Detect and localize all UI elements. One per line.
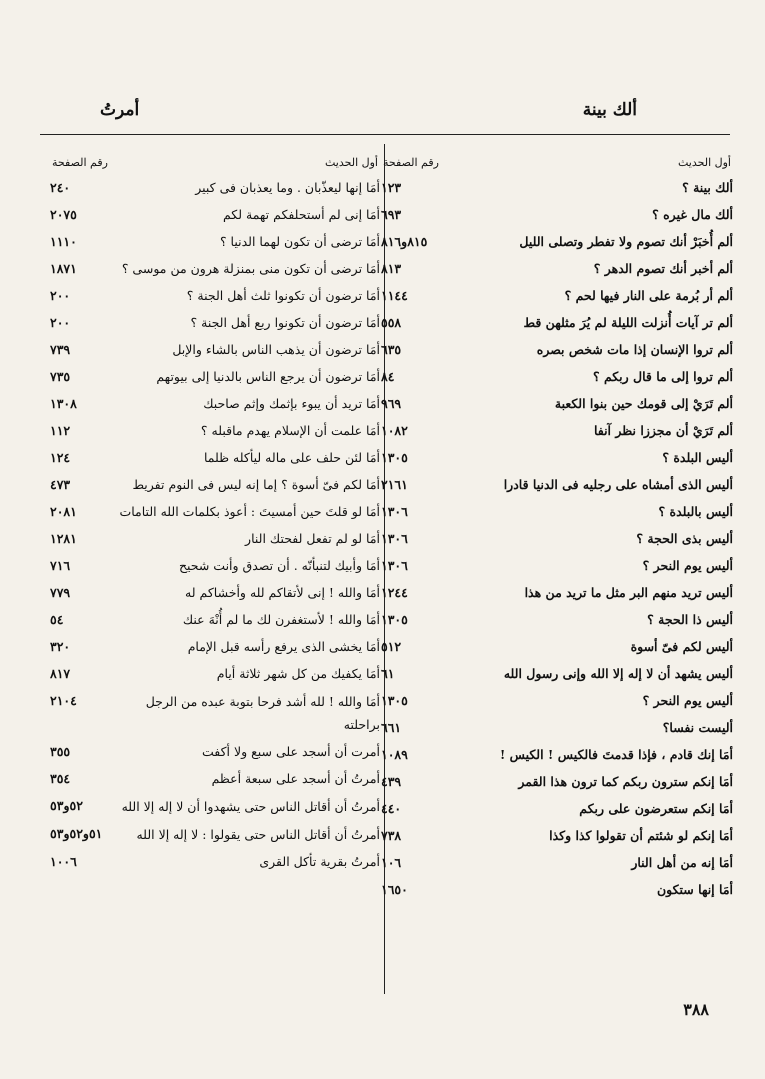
entry-text: ألم أر بُرمة على النار فيها لحم ؟ xyxy=(564,288,733,303)
entry-text: أمَا يخشى الذى يرفع رأسه قبل الإمام xyxy=(187,639,380,654)
index-entry xyxy=(50,792,380,820)
index-entry xyxy=(381,525,733,552)
entry-page: ٥٤ xyxy=(50,612,64,627)
index-entry xyxy=(381,741,733,768)
entry-text: ألم أُخبَرْ أنك تصوم ولا تفطر وتصلى الليل xyxy=(519,234,733,249)
entry-text: أمرتُ بقرية تأكل القرى xyxy=(259,854,380,869)
index-entry xyxy=(50,417,380,444)
entry-page: ٧٣٩ xyxy=(50,342,71,357)
index-entry xyxy=(381,687,733,714)
entry-text: أمرت أن أسجد على سبع ولا أكفت xyxy=(201,744,380,759)
index-entry xyxy=(50,660,380,687)
index-entry xyxy=(50,201,380,228)
column-header xyxy=(381,150,733,174)
index-entry xyxy=(50,687,380,738)
index-entry xyxy=(50,606,380,633)
running-header-left: أمرتُ xyxy=(100,100,140,120)
entry-text: أليس تريد منهم البر مثل ما تريد من هذا xyxy=(524,585,733,600)
entry-text: أمَا إنها ليعذّبان . وما يعذبان فى كبير xyxy=(195,180,380,195)
entry-page: ٢٠٠ xyxy=(50,288,71,303)
index-entry xyxy=(381,471,733,498)
entry-page: ١١٤٤ xyxy=(381,288,408,303)
entry-page: ٥٥٨ xyxy=(381,315,402,330)
index-entry xyxy=(50,336,380,363)
index-entry xyxy=(50,498,380,525)
index-entry xyxy=(50,174,380,201)
entry-text: أمَا لو قلتَ حين أمسيتَ : أعوذ بكلمات الله التامات xyxy=(119,504,380,519)
entry-text: أمَا لكم فىّ أسوة ؟ إما إنه ليس فى النوم تفريط xyxy=(132,477,380,492)
entry-page: ٢٠٨١ xyxy=(50,504,77,519)
index-entry xyxy=(50,363,380,390)
column-header-page: رقم الصفحة xyxy=(383,156,439,169)
entry-text: ألك بينة ؟ xyxy=(682,180,733,195)
index-entry xyxy=(50,633,380,660)
entry-page: ٣٢٠ xyxy=(50,639,71,654)
entry-page: ٨١٥و٨١٦ xyxy=(381,234,428,249)
index-entry xyxy=(381,714,733,741)
entry-text: أليس يشهد أن لا إله إلا الله وإنى رسول الله xyxy=(503,666,733,681)
entry-page: ٩٦٩ xyxy=(381,396,402,411)
entry-page: ٧٣٥ xyxy=(50,369,71,384)
entry-text: أمَا إنكم ستعرضون على ربكم xyxy=(579,801,733,816)
index-entry xyxy=(50,579,380,606)
header-rule xyxy=(40,134,730,135)
entry-page: ٧٧٩ xyxy=(50,585,71,600)
index-entry xyxy=(381,606,733,633)
index-entry xyxy=(50,309,380,336)
entry-text: أمَا ترضى أن تكون لهما الدنيا ؟ xyxy=(219,234,380,249)
entry-page: ١٢٨١ xyxy=(50,531,77,546)
index-column-right xyxy=(381,150,733,903)
index-entry xyxy=(50,390,380,417)
entry-text: أليس بالبلدة ؟ xyxy=(658,504,733,519)
entry-text: أمَا لو لم تفعل لفحتك النار xyxy=(245,531,380,546)
entry-page: ٢١٠٤ xyxy=(50,693,77,708)
index-entry xyxy=(381,174,733,201)
index-entry xyxy=(50,471,380,498)
entry-text: ألم تروا الإنسان إذا مات شخص بصره xyxy=(536,342,733,357)
index-entry xyxy=(381,822,733,849)
entry-page: ١٢٤ xyxy=(50,450,71,465)
entry-page: ١٠٨٩ xyxy=(381,747,408,762)
entry-page: ١١١٠ xyxy=(50,234,77,249)
entry-text: أليس يوم النحر ؟ xyxy=(642,693,733,708)
entry-text: أمَا لئن حلف على ماله ليأكله ظلما xyxy=(203,450,380,465)
page-number: ٣٨٨ xyxy=(683,1000,709,1019)
entry-page: ١٣٠٨ xyxy=(50,396,77,411)
entry-text: ألم تَرَيْ أن مجززا نظر آنفا xyxy=(593,423,733,438)
entry-text: أمرتُ أن أقاتل الناس حتى يقولوا : لا إله إلا الله xyxy=(136,827,380,842)
entry-text: أليس يوم النحر ؟ xyxy=(642,558,733,573)
index-entry xyxy=(381,417,733,444)
entry-text: أمَا والله ! لأستغفرن لك ما لم أُنْهَ عنك xyxy=(182,612,380,627)
entry-text: ألم تَرَيْ إلى قومك حين بنوا الكعبة xyxy=(554,396,733,411)
index-entry xyxy=(381,255,733,282)
entry-text: ألم أخبر أنك تصوم الدهر ؟ xyxy=(593,261,733,276)
entry-page: ٧١٦ xyxy=(50,558,71,573)
entry-page: ٢١٦١ xyxy=(381,477,408,492)
entry-page: ١٢٣ xyxy=(381,180,402,195)
index-entry xyxy=(381,849,733,876)
entry-text: أمَا إنها ستكون xyxy=(657,882,733,897)
entry-page: ١٦٥٠ xyxy=(381,882,408,897)
entry-page: ٥١و٥٢و٥٣ xyxy=(50,826,103,841)
index-entry xyxy=(50,444,380,471)
index-entry xyxy=(381,795,733,822)
entry-text: أمَا ترضون أن يذهب الناس بالشاء والإبل xyxy=(172,342,380,357)
entry-page: ٣٥٥ xyxy=(50,744,71,759)
entry-page: ٢٤٠ xyxy=(50,180,71,195)
index-entry xyxy=(381,552,733,579)
entry-text: أمَا ترضون أن تكونوا ربع أهل الجنة ؟ xyxy=(190,315,380,330)
index-entry xyxy=(50,255,380,282)
entry-text: أمَا إنى لم أستحلفكم تهمة لكم xyxy=(222,207,380,222)
running-header-right: ألك بينة xyxy=(582,100,637,120)
index-entry xyxy=(381,201,733,228)
index-entry xyxy=(50,525,380,552)
index-entry xyxy=(381,579,733,606)
entry-page: ٧٣٨ xyxy=(381,828,402,843)
index-entry xyxy=(381,309,733,336)
column-header-title: أول الحديث xyxy=(677,156,731,169)
entry-text: أمَا ترضون أن تكونوا ثلث أهل الجنة ؟ xyxy=(186,288,380,303)
index-entry xyxy=(381,876,733,903)
entry-text: أليس لكم فىّ أسوة xyxy=(630,639,733,654)
entry-page: ١١٢ xyxy=(50,423,71,438)
column-header-title: أول الحديث xyxy=(324,156,378,169)
entry-page: ٤٧٣ xyxy=(50,477,71,492)
entry-page: ٥٢و٥٣ xyxy=(50,798,83,813)
index-entry xyxy=(381,390,733,417)
entry-text: أمَا ترضى أن تكون منى بمنزلة هرون من موسى ؟ xyxy=(121,261,380,276)
entry-page: ١٣٠٦ xyxy=(381,531,408,546)
entry-page: ١٣٠٥ xyxy=(381,450,408,465)
index-entry xyxy=(50,228,380,255)
entry-text: أمرتُ أن أقاتل الناس حتى يشهدوا أن لا إله إلا الله xyxy=(121,799,380,814)
entry-page: ٣٥٤ xyxy=(50,771,71,786)
index-entry xyxy=(50,848,380,875)
index-entry xyxy=(50,282,380,309)
entry-text: أليس الذى أمشاه على رجليه فى الدنيا قادرا xyxy=(503,477,733,492)
entry-text: ألم تروا إلى ما قال ربكم ؟ xyxy=(592,369,733,384)
entry-text: أمرتُ أن أسجد على سبعة أعظم xyxy=(211,771,380,786)
index-entry xyxy=(50,552,380,579)
entry-text: ألم تر آيات أُنزلت الليلة لم يُرَ مثلهن قط xyxy=(523,315,733,330)
entry-text: أليس بذى الحجة ؟ xyxy=(636,531,733,546)
entry-page: ٢٠٧٥ xyxy=(50,207,77,222)
entry-page: ٦٦١ xyxy=(381,720,402,735)
index-entry xyxy=(381,444,733,471)
entry-page: ١٠٠٦ xyxy=(50,854,77,869)
entry-text: أمَا والله ! إنى لأتقاكم لله وأخشاكم له xyxy=(185,585,380,600)
entry-text: أمَا تريد أن يبوء بإثمك وإثم صاحبك xyxy=(203,396,380,411)
entry-text: أمَا وأبيك لتنبأنّه . أن تصدق وأنت شحيح xyxy=(178,558,380,573)
entry-text: أمَا ترضون أن يرجع الناس بالدنيا إلى بيوتهم xyxy=(156,369,380,384)
index-entry xyxy=(381,660,733,687)
entry-page: ١٣٠٦ xyxy=(381,504,408,519)
index-entry xyxy=(381,228,733,255)
index-entry xyxy=(50,820,380,848)
entry-page: ١٠٨٢ xyxy=(381,423,408,438)
index-entry xyxy=(50,765,380,792)
entry-page: ٦١ xyxy=(381,666,395,681)
entry-text: أمَا والله ! لله أشد فرحا بتوبة عبده من الرجل براحلته xyxy=(145,694,380,732)
entry-page: ١٨٧١ xyxy=(50,261,77,276)
entry-text: أليس ذا الحجة ؟ xyxy=(647,612,733,627)
index-entry xyxy=(381,498,733,525)
entry-page: ٤٤٠ xyxy=(381,801,402,816)
entry-text: أمَا إنه من أهل النار xyxy=(631,855,733,870)
index-column-left xyxy=(50,150,380,875)
entry-text: أمَا علمت أن الإسلام يهدم ماقبله ؟ xyxy=(200,423,380,438)
entry-text: أمَا إنكم سترون ربكم كما ترون هذا القمر xyxy=(518,774,733,789)
index-entry xyxy=(50,738,380,765)
entry-page: ٦٩٣ xyxy=(381,207,402,222)
entry-text: أمَا يكفيك من كل شهر ثلاثة أيام xyxy=(216,666,380,681)
entry-text: أليس البلدة ؟ xyxy=(662,450,733,465)
index-entry xyxy=(381,282,733,309)
entry-text: أمَا إنك قادم ، فإذا قدمتَ فالكيس ! الكيس ! xyxy=(499,747,733,762)
column-header-page: رقم الصفحة xyxy=(52,156,108,169)
entry-page: ٦٣٥ xyxy=(381,342,402,357)
index-entry xyxy=(381,336,733,363)
entry-page: ٢٠٠ xyxy=(50,315,71,330)
entry-page: ٨٤ xyxy=(381,369,395,384)
index-entry xyxy=(381,363,733,390)
entry-page: ١٢٤٤ xyxy=(381,585,408,600)
entry-page: ٨١٧ xyxy=(50,666,71,681)
entry-page: ١٣٠٥ xyxy=(381,612,408,627)
column-header xyxy=(50,150,380,174)
entry-page: ١٣٠٥ xyxy=(381,693,408,708)
entry-page: ٤٣٩ xyxy=(381,774,402,789)
entry-page: ٥١٢ xyxy=(381,639,402,654)
entry-text: ألك مال غيره ؟ xyxy=(652,207,733,222)
entry-page: ١٣٠٦ xyxy=(381,558,408,573)
index-entry xyxy=(381,633,733,660)
entry-page: ١٠٦ xyxy=(381,855,402,870)
entry-text: أليست نفسا؟ xyxy=(662,720,733,735)
entry-text: أمَا إنكم لو شئتم أن تقولوا كذا وكذا xyxy=(549,828,733,843)
index-entry xyxy=(381,768,733,795)
entry-page: ٨١٣ xyxy=(381,261,402,276)
